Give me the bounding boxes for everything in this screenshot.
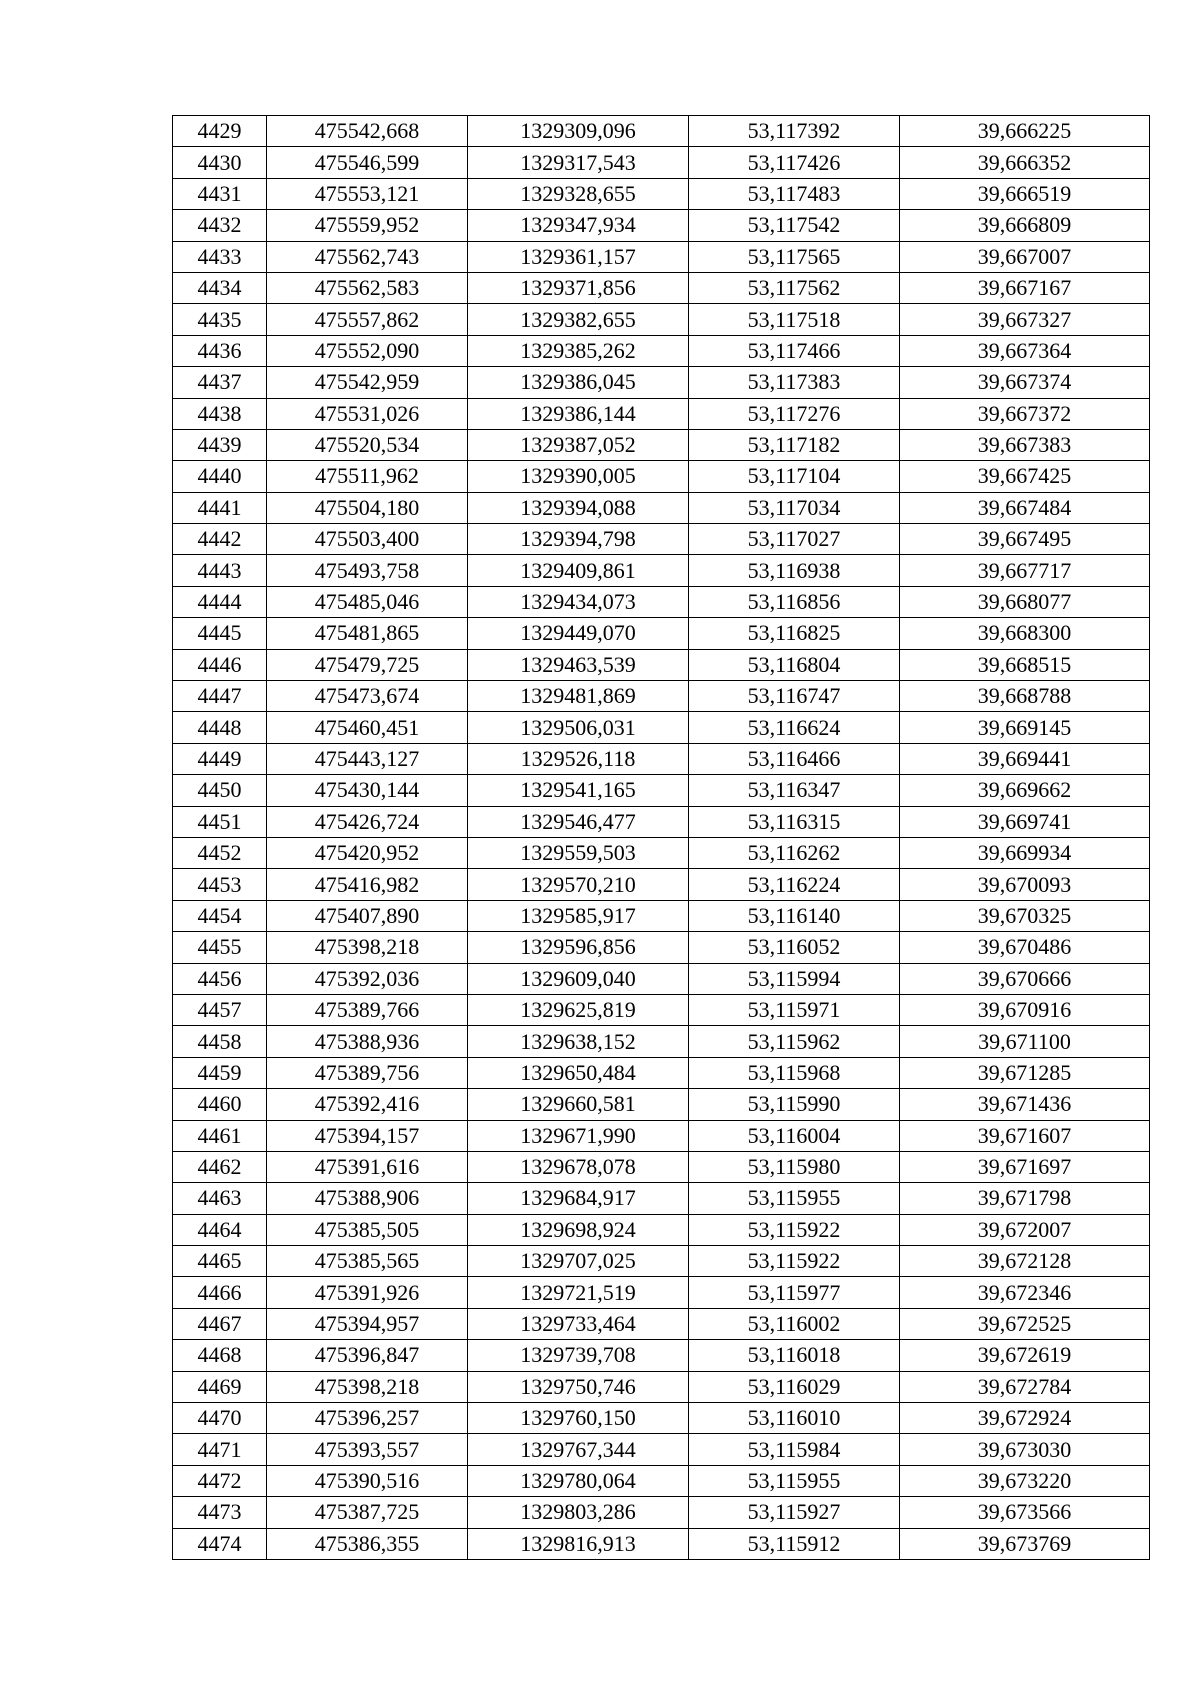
latitude-cell: 53,116018 (689, 1340, 900, 1371)
longitude-cell: 39,667364 (900, 335, 1150, 366)
x-coordinate-cell: 475390,516 (267, 1465, 468, 1496)
x-coordinate-cell: 475520,534 (267, 429, 468, 460)
latitude-cell: 53,115922 (689, 1214, 900, 1245)
x-coordinate-cell: 475385,565 (267, 1246, 468, 1277)
x-coordinate-cell: 475481,865 (267, 618, 468, 649)
longitude-cell: 39,670093 (900, 869, 1150, 900)
x-coordinate-cell: 475394,157 (267, 1120, 468, 1151)
point-number-cell: 4433 (173, 241, 267, 272)
longitude-cell: 39,667425 (900, 461, 1150, 492)
y-coordinate-cell: 1329434,073 (468, 586, 689, 617)
x-coordinate-cell: 475389,756 (267, 1057, 468, 1088)
x-coordinate-cell: 475420,952 (267, 837, 468, 868)
x-coordinate-cell: 475396,257 (267, 1403, 468, 1434)
y-coordinate-cell: 1329650,484 (468, 1057, 689, 1088)
point-number-cell: 4430 (173, 147, 267, 178)
table-row (173, 1434, 1150, 1465)
x-coordinate-cell: 475416,982 (267, 869, 468, 900)
x-coordinate-cell: 475443,127 (267, 743, 468, 774)
latitude-cell: 53,116140 (689, 900, 900, 931)
y-coordinate-cell: 1329361,157 (468, 241, 689, 272)
y-coordinate-cell: 1329309,096 (468, 116, 689, 147)
longitude-cell: 39,666352 (900, 147, 1150, 178)
table-row (173, 712, 1150, 743)
table-row (173, 335, 1150, 366)
longitude-cell: 39,672128 (900, 1246, 1150, 1277)
table-row (173, 398, 1150, 429)
x-coordinate-cell: 475398,218 (267, 1371, 468, 1402)
latitude-cell: 53,117034 (689, 492, 900, 523)
point-number-cell: 4432 (173, 210, 267, 241)
x-coordinate-cell: 475398,218 (267, 932, 468, 963)
table-row (173, 241, 1150, 272)
longitude-cell: 39,667167 (900, 272, 1150, 303)
table-row (173, 837, 1150, 868)
point-number-cell: 4441 (173, 492, 267, 523)
latitude-cell: 53,117392 (689, 116, 900, 147)
table-row (173, 649, 1150, 680)
point-number-cell: 4457 (173, 994, 267, 1025)
longitude-cell: 39,669741 (900, 806, 1150, 837)
y-coordinate-cell: 1329638,152 (468, 1026, 689, 1057)
table-row (173, 272, 1150, 303)
latitude-cell: 53,117483 (689, 178, 900, 209)
table-row (173, 1089, 1150, 1120)
longitude-cell: 39,673030 (900, 1434, 1150, 1465)
x-coordinate-cell: 475392,036 (267, 963, 468, 994)
table-row (173, 1151, 1150, 1182)
table-row (173, 178, 1150, 209)
point-number-cell: 4463 (173, 1183, 267, 1214)
y-coordinate-cell: 1329390,005 (468, 461, 689, 492)
latitude-cell: 53,115922 (689, 1246, 900, 1277)
table-row (173, 304, 1150, 335)
x-coordinate-cell: 475552,090 (267, 335, 468, 366)
x-coordinate-cell: 475542,959 (267, 367, 468, 398)
x-coordinate-cell: 475542,668 (267, 116, 468, 147)
x-coordinate-cell: 475557,862 (267, 304, 468, 335)
point-number-cell: 4471 (173, 1434, 267, 1465)
y-coordinate-cell: 1329394,798 (468, 524, 689, 555)
point-number-cell: 4442 (173, 524, 267, 555)
longitude-cell: 39,672007 (900, 1214, 1150, 1245)
longitude-cell: 39,672525 (900, 1308, 1150, 1339)
y-coordinate-cell: 1329382,655 (468, 304, 689, 335)
coordinates-table-body (173, 116, 1150, 1560)
latitude-cell: 53,117276 (689, 398, 900, 429)
x-coordinate-cell: 475426,724 (267, 806, 468, 837)
table-row (173, 429, 1150, 460)
point-number-cell: 4472 (173, 1465, 267, 1496)
longitude-cell: 39,669441 (900, 743, 1150, 774)
y-coordinate-cell: 1329387,052 (468, 429, 689, 460)
latitude-cell: 53,115994 (689, 963, 900, 994)
latitude-cell: 53,116856 (689, 586, 900, 617)
latitude-cell: 53,117027 (689, 524, 900, 555)
longitude-cell: 39,669145 (900, 712, 1150, 743)
table-row (173, 461, 1150, 492)
table-row (173, 1371, 1150, 1402)
point-number-cell: 4470 (173, 1403, 267, 1434)
table-row (173, 1057, 1150, 1088)
point-number-cell: 4462 (173, 1151, 267, 1182)
point-number-cell: 4440 (173, 461, 267, 492)
longitude-cell: 39,673220 (900, 1465, 1150, 1496)
y-coordinate-cell: 1329767,344 (468, 1434, 689, 1465)
y-coordinate-cell: 1329780,064 (468, 1465, 689, 1496)
y-coordinate-cell: 1329386,144 (468, 398, 689, 429)
longitude-cell: 39,668300 (900, 618, 1150, 649)
y-coordinate-cell: 1329684,917 (468, 1183, 689, 1214)
longitude-cell: 39,667495 (900, 524, 1150, 555)
longitude-cell: 39,667383 (900, 429, 1150, 460)
latitude-cell: 53,116938 (689, 555, 900, 586)
point-number-cell: 4434 (173, 272, 267, 303)
table-row (173, 210, 1150, 241)
longitude-cell: 39,671607 (900, 1120, 1150, 1151)
longitude-cell: 39,671697 (900, 1151, 1150, 1182)
point-number-cell: 4445 (173, 618, 267, 649)
longitude-cell: 39,672346 (900, 1277, 1150, 1308)
longitude-cell: 39,670325 (900, 900, 1150, 931)
y-coordinate-cell: 1329506,031 (468, 712, 689, 743)
y-coordinate-cell: 1329570,210 (468, 869, 689, 900)
point-number-cell: 4468 (173, 1340, 267, 1371)
x-coordinate-cell: 475388,906 (267, 1183, 468, 1214)
x-coordinate-cell: 475493,758 (267, 555, 468, 586)
latitude-cell: 53,115984 (689, 1434, 900, 1465)
y-coordinate-cell: 1329385,262 (468, 335, 689, 366)
table-row (173, 586, 1150, 617)
table-row (173, 1026, 1150, 1057)
table-row (173, 743, 1150, 774)
x-coordinate-cell: 475473,674 (267, 681, 468, 712)
y-coordinate-cell: 1329328,655 (468, 178, 689, 209)
latitude-cell: 53,115971 (689, 994, 900, 1025)
longitude-cell: 39,668788 (900, 681, 1150, 712)
table-row (173, 681, 1150, 712)
point-number-cell: 4437 (173, 367, 267, 398)
y-coordinate-cell: 1329394,088 (468, 492, 689, 523)
longitude-cell: 39,666519 (900, 178, 1150, 209)
x-coordinate-cell: 475511,962 (267, 461, 468, 492)
point-number-cell: 4431 (173, 178, 267, 209)
x-coordinate-cell: 475394,957 (267, 1308, 468, 1339)
table-row (173, 1528, 1150, 1559)
point-number-cell: 4459 (173, 1057, 267, 1088)
point-number-cell: 4443 (173, 555, 267, 586)
x-coordinate-cell: 475388,936 (267, 1026, 468, 1057)
latitude-cell: 53,117565 (689, 241, 900, 272)
longitude-cell: 39,673769 (900, 1528, 1150, 1559)
table-row (173, 1465, 1150, 1496)
longitude-cell: 39,672924 (900, 1403, 1150, 1434)
x-coordinate-cell: 475553,121 (267, 178, 468, 209)
latitude-cell: 53,116804 (689, 649, 900, 680)
table-row (173, 775, 1150, 806)
x-coordinate-cell: 475460,451 (267, 712, 468, 743)
point-number-cell: 4451 (173, 806, 267, 837)
latitude-cell: 53,116624 (689, 712, 900, 743)
x-coordinate-cell: 475393,557 (267, 1434, 468, 1465)
table-row (173, 492, 1150, 523)
longitude-cell: 39,670486 (900, 932, 1150, 963)
table-row (173, 1308, 1150, 1339)
x-coordinate-cell: 475479,725 (267, 649, 468, 680)
y-coordinate-cell: 1329625,819 (468, 994, 689, 1025)
longitude-cell: 39,667717 (900, 555, 1150, 586)
table-row (173, 900, 1150, 931)
point-number-cell: 4469 (173, 1371, 267, 1402)
point-number-cell: 4454 (173, 900, 267, 931)
point-number-cell: 4460 (173, 1089, 267, 1120)
point-number-cell: 4449 (173, 743, 267, 774)
latitude-cell: 53,115980 (689, 1151, 900, 1182)
table-row (173, 1403, 1150, 1434)
y-coordinate-cell: 1329707,025 (468, 1246, 689, 1277)
latitude-cell: 53,116747 (689, 681, 900, 712)
latitude-cell: 53,116315 (689, 806, 900, 837)
x-coordinate-cell: 475546,599 (267, 147, 468, 178)
table-row (173, 932, 1150, 963)
longitude-cell: 39,668515 (900, 649, 1150, 680)
table-row (173, 147, 1150, 178)
longitude-cell: 39,671100 (900, 1026, 1150, 1057)
x-coordinate-cell: 475531,026 (267, 398, 468, 429)
latitude-cell: 53,116052 (689, 932, 900, 963)
table-row (173, 806, 1150, 837)
x-coordinate-cell: 475504,180 (267, 492, 468, 523)
point-number-cell: 4453 (173, 869, 267, 900)
point-number-cell: 4464 (173, 1214, 267, 1245)
y-coordinate-cell: 1329596,856 (468, 932, 689, 963)
y-coordinate-cell: 1329463,539 (468, 649, 689, 680)
point-number-cell: 4444 (173, 586, 267, 617)
latitude-cell: 53,116262 (689, 837, 900, 868)
latitude-cell: 53,117426 (689, 147, 900, 178)
coordinates-table (172, 115, 1150, 1560)
table-row (173, 1340, 1150, 1371)
longitude-cell: 39,672619 (900, 1340, 1150, 1371)
x-coordinate-cell: 475562,743 (267, 241, 468, 272)
latitude-cell: 53,117466 (689, 335, 900, 366)
x-coordinate-cell: 475503,400 (267, 524, 468, 555)
point-number-cell: 4458 (173, 1026, 267, 1057)
x-coordinate-cell: 475386,355 (267, 1528, 468, 1559)
point-number-cell: 4447 (173, 681, 267, 712)
x-coordinate-cell: 475385,505 (267, 1214, 468, 1245)
point-number-cell: 4448 (173, 712, 267, 743)
longitude-cell: 39,673566 (900, 1497, 1150, 1528)
x-coordinate-cell: 475391,616 (267, 1151, 468, 1182)
y-coordinate-cell: 1329750,746 (468, 1371, 689, 1402)
y-coordinate-cell: 1329585,917 (468, 900, 689, 931)
x-coordinate-cell: 475407,890 (267, 900, 468, 931)
y-coordinate-cell: 1329449,070 (468, 618, 689, 649)
y-coordinate-cell: 1329526,118 (468, 743, 689, 774)
y-coordinate-cell: 1329671,990 (468, 1120, 689, 1151)
table-row (173, 1246, 1150, 1277)
longitude-cell: 39,667007 (900, 241, 1150, 272)
point-number-cell: 4429 (173, 116, 267, 147)
longitude-cell: 39,669934 (900, 837, 1150, 868)
y-coordinate-cell: 1329721,519 (468, 1277, 689, 1308)
y-coordinate-cell: 1329660,581 (468, 1089, 689, 1120)
latitude-cell: 53,116466 (689, 743, 900, 774)
longitude-cell: 39,671798 (900, 1183, 1150, 1214)
y-coordinate-cell: 1329541,165 (468, 775, 689, 806)
latitude-cell: 53,115955 (689, 1465, 900, 1496)
x-coordinate-cell: 475485,046 (267, 586, 468, 617)
longitude-cell: 39,672784 (900, 1371, 1150, 1402)
latitude-cell: 53,117104 (689, 461, 900, 492)
longitude-cell: 39,667374 (900, 367, 1150, 398)
y-coordinate-cell: 1329803,286 (468, 1497, 689, 1528)
table-row (173, 1277, 1150, 1308)
latitude-cell: 53,115977 (689, 1277, 900, 1308)
point-number-cell: 4465 (173, 1246, 267, 1277)
y-coordinate-cell: 1329760,150 (468, 1403, 689, 1434)
y-coordinate-cell: 1329559,503 (468, 837, 689, 868)
longitude-cell: 39,671285 (900, 1057, 1150, 1088)
longitude-cell: 39,670916 (900, 994, 1150, 1025)
x-coordinate-cell: 475430,144 (267, 775, 468, 806)
x-coordinate-cell: 475389,766 (267, 994, 468, 1025)
point-number-cell: 4473 (173, 1497, 267, 1528)
table-row (173, 1120, 1150, 1151)
table-row (173, 994, 1150, 1025)
point-number-cell: 4450 (173, 775, 267, 806)
latitude-cell: 53,115912 (689, 1528, 900, 1559)
x-coordinate-cell: 475387,725 (267, 1497, 468, 1528)
y-coordinate-cell: 1329739,708 (468, 1340, 689, 1371)
latitude-cell: 53,116825 (689, 618, 900, 649)
x-coordinate-cell: 475396,847 (267, 1340, 468, 1371)
x-coordinate-cell: 475391,926 (267, 1277, 468, 1308)
longitude-cell: 39,667484 (900, 492, 1150, 523)
longitude-cell: 39,669662 (900, 775, 1150, 806)
latitude-cell: 53,117542 (689, 210, 900, 241)
point-number-cell: 4452 (173, 837, 267, 868)
y-coordinate-cell: 1329816,913 (468, 1528, 689, 1559)
longitude-cell: 39,667372 (900, 398, 1150, 429)
table-row (173, 116, 1150, 147)
latitude-cell: 53,115968 (689, 1057, 900, 1088)
latitude-cell: 53,117562 (689, 272, 900, 303)
point-number-cell: 4461 (173, 1120, 267, 1151)
y-coordinate-cell: 1329733,464 (468, 1308, 689, 1339)
longitude-cell: 39,666809 (900, 210, 1150, 241)
longitude-cell: 39,671436 (900, 1089, 1150, 1120)
point-number-cell: 4467 (173, 1308, 267, 1339)
point-number-cell: 4438 (173, 398, 267, 429)
table-row (173, 869, 1150, 900)
longitude-cell: 39,668077 (900, 586, 1150, 617)
y-coordinate-cell: 1329546,477 (468, 806, 689, 837)
y-coordinate-cell: 1329609,040 (468, 963, 689, 994)
point-number-cell: 4446 (173, 649, 267, 680)
y-coordinate-cell: 1329481,869 (468, 681, 689, 712)
x-coordinate-cell: 475562,583 (267, 272, 468, 303)
latitude-cell: 53,117518 (689, 304, 900, 335)
latitude-cell: 53,117383 (689, 367, 900, 398)
latitude-cell: 53,116010 (689, 1403, 900, 1434)
latitude-cell: 53,115955 (689, 1183, 900, 1214)
point-number-cell: 4456 (173, 963, 267, 994)
table-row (173, 1183, 1150, 1214)
table-row (173, 618, 1150, 649)
table-row (173, 555, 1150, 586)
point-number-cell: 4436 (173, 335, 267, 366)
y-coordinate-cell: 1329386,045 (468, 367, 689, 398)
longitude-cell: 39,666225 (900, 116, 1150, 147)
y-coordinate-cell: 1329347,934 (468, 210, 689, 241)
y-coordinate-cell: 1329371,856 (468, 272, 689, 303)
latitude-cell: 53,116002 (689, 1308, 900, 1339)
y-coordinate-cell: 1329678,078 (468, 1151, 689, 1182)
point-number-cell: 4455 (173, 932, 267, 963)
y-coordinate-cell: 1329698,924 (468, 1214, 689, 1245)
latitude-cell: 53,115990 (689, 1089, 900, 1120)
table-row (173, 367, 1150, 398)
x-coordinate-cell: 475392,416 (267, 1089, 468, 1120)
latitude-cell: 53,116004 (689, 1120, 900, 1151)
table-row (173, 1214, 1150, 1245)
latitude-cell: 53,115927 (689, 1497, 900, 1528)
latitude-cell: 53,116347 (689, 775, 900, 806)
latitude-cell: 53,116029 (689, 1371, 900, 1402)
latitude-cell: 53,115962 (689, 1026, 900, 1057)
y-coordinate-cell: 1329409,861 (468, 555, 689, 586)
point-number-cell: 4466 (173, 1277, 267, 1308)
latitude-cell: 53,116224 (689, 869, 900, 900)
table-row (173, 1497, 1150, 1528)
point-number-cell: 4439 (173, 429, 267, 460)
longitude-cell: 39,667327 (900, 304, 1150, 335)
x-coordinate-cell: 475559,952 (267, 210, 468, 241)
y-coordinate-cell: 1329317,543 (468, 147, 689, 178)
table-row (173, 524, 1150, 555)
longitude-cell: 39,670666 (900, 963, 1150, 994)
point-number-cell: 4474 (173, 1528, 267, 1559)
point-number-cell: 4435 (173, 304, 267, 335)
table-row (173, 963, 1150, 994)
latitude-cell: 53,117182 (689, 429, 900, 460)
